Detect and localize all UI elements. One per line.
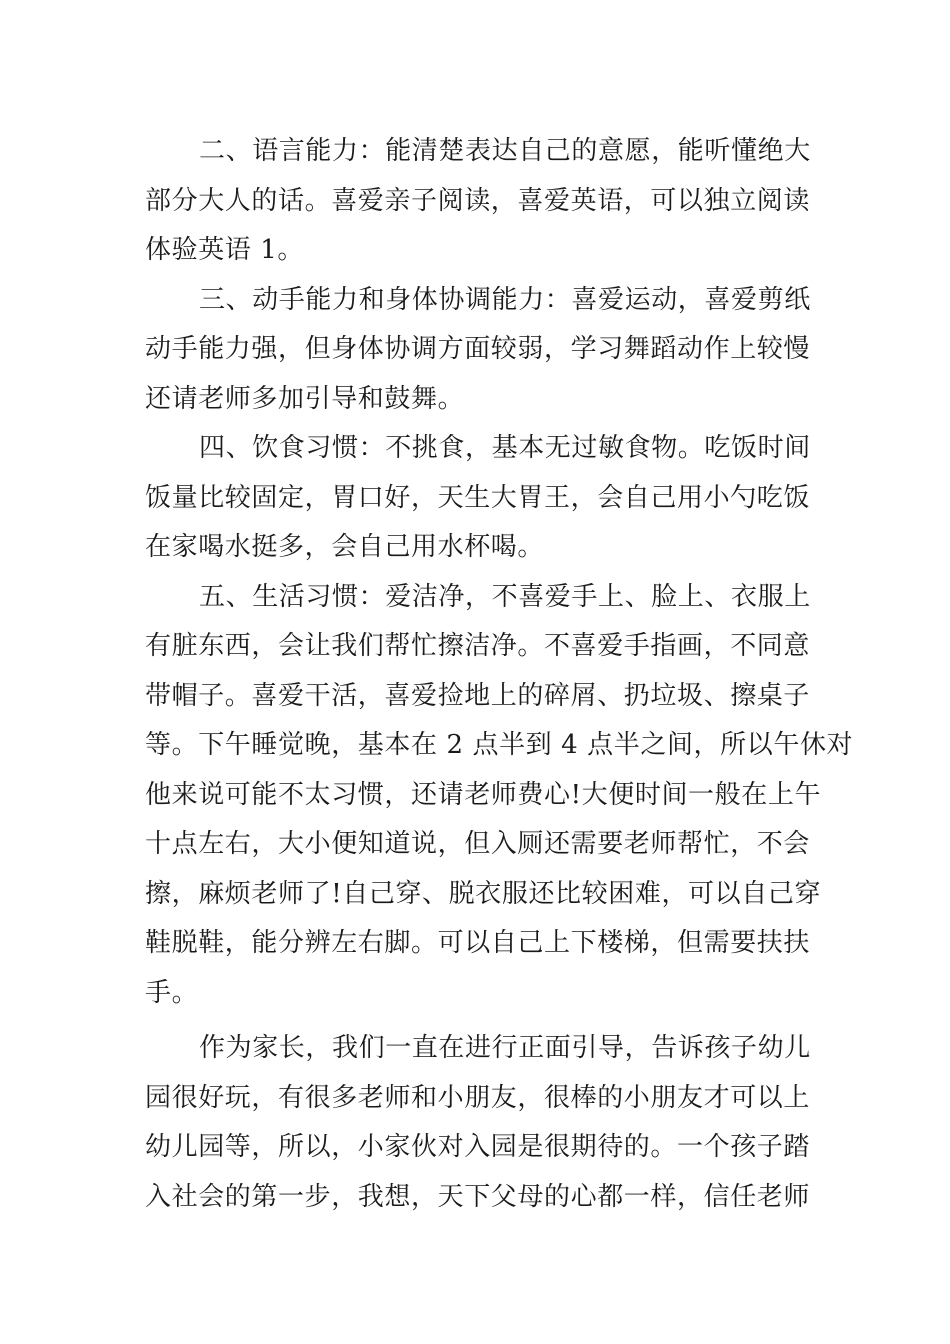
text-line: 在家喝水挺多，会自己用水杯喝。	[145, 532, 545, 562]
text-line: 还请老师多加引导和鼓舞。	[145, 383, 465, 414]
text-line: 鞋脱鞋，能分辨左右脚。可以自己上下楼梯，但需要扶扶	[145, 928, 811, 958]
paragraph-motor-ability	[145, 276, 810, 425]
text-line: 作为家长，我们一直在进行正面引导，告诉孩子幼儿	[199, 1033, 811, 1063]
paragraph-eating-habits	[145, 424, 810, 573]
text-line: 十点左右，大小便知道说，但入厕还需要老师帮忙，不会	[145, 829, 811, 859]
text-line: 带帽子。喜爱干活，喜爱捡地上的碎屑、扔垃圾、擦桌子	[145, 680, 811, 711]
text-line: 饭量比较固定，胃口好，天生大胃王，会自己用小勺吃饭	[145, 482, 811, 513]
text-line: 五、生活习惯：爱洁净，不喜爱手上、脸上、衣服上	[199, 581, 811, 612]
text-line: 等。下午睡觉晚，基本在 2 点半到 4 点半之间，所以午休对	[145, 730, 854, 760]
text-line: 体验英语 1。	[145, 235, 305, 265]
text-line: 部分大人的话。喜爱亲子阅读，喜爱英语，可以独立阅读	[145, 185, 811, 216]
text-line: 二、语言能力：能清楚表达自己的意愿，能听懂绝大	[199, 136, 811, 166]
text-line: 动手能力强，但身体协调方面较弱，学习舞蹈动作上较慢	[145, 334, 811, 364]
text-line: 手。	[145, 977, 199, 1008]
text-line: 四、饮食习惯：不挑食，基本无过敏食物。吃饭时间	[199, 433, 811, 463]
text-line: 他来说可能不太习惯，还请老师费心!大便时间一般在上午	[145, 779, 822, 810]
paragraph-language-ability	[145, 127, 810, 276]
text-line: 入社会的第一步，我想，天下父母的心都一样，信任老师	[145, 1181, 811, 1212]
paragraph-living-habits	[145, 573, 854, 1019]
text-line: 有脏东西，会让我们帮忙擦洁净。不喜爱手指画，不同意	[145, 631, 811, 661]
text-line: 三、动手能力和身体协调能力：喜爱运动，喜爱剪纸	[199, 284, 811, 315]
text-line: 擦，麻烦老师了!自己穿、脱衣服还比较困难，可以自己穿	[145, 878, 822, 909]
document-body	[145, 127, 854, 1222]
paragraph-parent-guidance	[145, 1024, 810, 1222]
text-line: 园很好玩，有很多老师和小朋友，很棒的小朋友才可以上	[145, 1082, 811, 1113]
text-line: 幼儿园等，所以，小家伙对入园是很期待的。一个孩子踏	[145, 1132, 811, 1162]
